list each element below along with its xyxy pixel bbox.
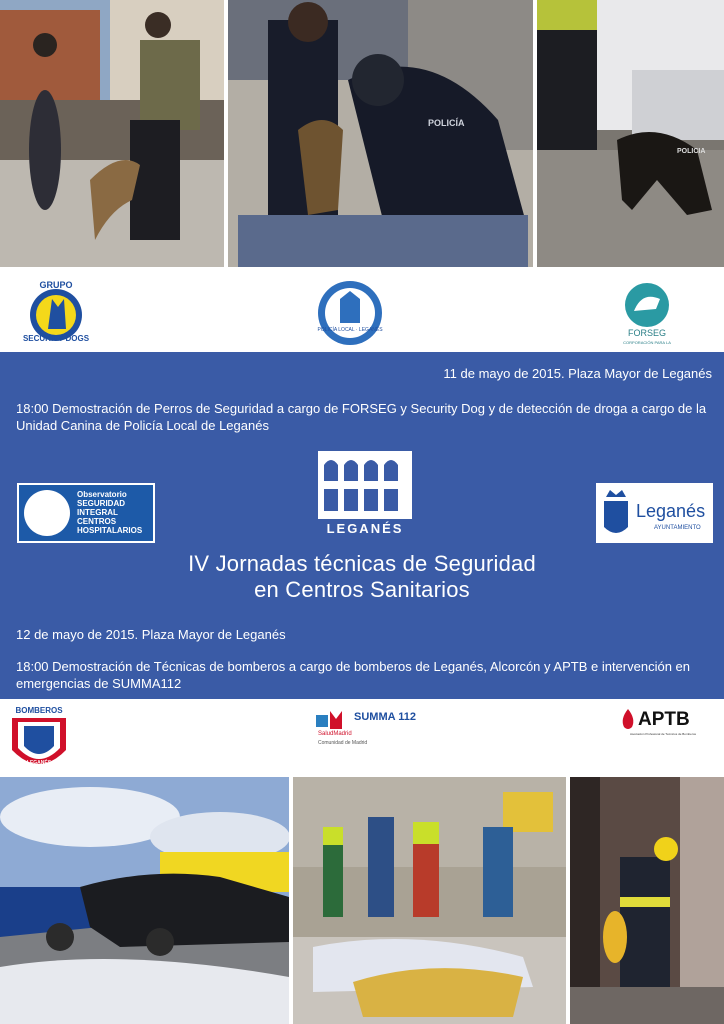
observatorio-logo — [17, 483, 155, 543]
photo-emergency-drill — [293, 777, 566, 1024]
bomberos-bottom: LEGANÉS — [26, 760, 52, 766]
leganes-ayto-sub: AYUNTAMIENTO — [654, 525, 701, 531]
summa-line1: SaludMadrid — [318, 731, 352, 737]
observatorio-line4: CENTROS — [77, 517, 117, 526]
security-dogs-logo — [20, 277, 92, 349]
policia-vest-label: POLICIA — [677, 148, 706, 155]
summa-line2: Comunidad de Madrid — [318, 740, 368, 746]
security-dogs-bottom: SECURITY DOGS — [22, 334, 90, 343]
leganes-ayuntamiento-logo — [596, 483, 713, 543]
photo-dog-training — [0, 0, 224, 267]
day1-description: 18:00 Demostración de Perros de Seguridad a cargo de FORSEG y Security Dog y de detección de droga a cargo de la Unidad Canina de Policía Local de Leganés — [16, 401, 707, 433]
top-logo-strip — [0, 267, 724, 352]
event-title-line1: IV Jornadas técnicas de Seguridad — [188, 551, 536, 576]
summa-name: SUMMA 112 — [354, 711, 416, 723]
day2-date: 12 de mayo de 2015. Plaza Mayor de Leganés — [16, 627, 286, 642]
police-vest-label: POLICÍA — [428, 118, 465, 128]
observatorio-line1: Observatorio — [77, 490, 127, 499]
policia-local-seal — [316, 279, 384, 347]
event-info-panel — [0, 352, 724, 699]
bomberos-top: BOMBEROS — [15, 706, 63, 715]
policia-local-text: POLICÍA LOCAL · LEGANÉS — [317, 327, 383, 333]
event-title-line2: en Centros Sanitarios — [254, 577, 470, 602]
observatorio-line5: HOSPITALARIOS — [77, 526, 143, 535]
aptb-sub: Asociación Profesional de Técnicos de Bomberos — [630, 732, 696, 736]
day1-date: 11 de mayo de 2015. Plaza Mayor de Leganés — [443, 366, 712, 381]
observatorio-line2: SEGURIDAD — [77, 499, 126, 508]
summa-logo — [316, 709, 426, 749]
leganes-main-name: LEGANÉS — [326, 521, 404, 536]
bottom-logo-strip — [0, 699, 724, 777]
forseg-tagline: CORPORACIÓN PARA LA — [623, 340, 671, 345]
photo-firefighter — [570, 777, 724, 1024]
observatorio-line3: INTEGRAL — [77, 508, 118, 517]
leganes-main-logo — [318, 451, 412, 541]
forseg-name: FORSEG — [627, 328, 666, 338]
photo-police-rescue — [228, 0, 533, 267]
day2-description: 18:00 Demostración de Técnicas de bomberos a cargo de bomberos de Leganés, Alcorcón y APTB e intervención en emergencias de SUMMA112 — [16, 659, 690, 691]
forseg-logo — [612, 281, 682, 349]
aptb-name: APTB — [638, 709, 690, 730]
photo-car-crash — [0, 777, 289, 1024]
bomberos-shield — [10, 704, 68, 776]
leganes-ayto-name: Leganés — [636, 501, 706, 521]
photo-canine-unit — [537, 0, 724, 267]
security-dogs-top: GRUPO — [39, 280, 73, 290]
aptb-logo — [620, 709, 712, 743]
